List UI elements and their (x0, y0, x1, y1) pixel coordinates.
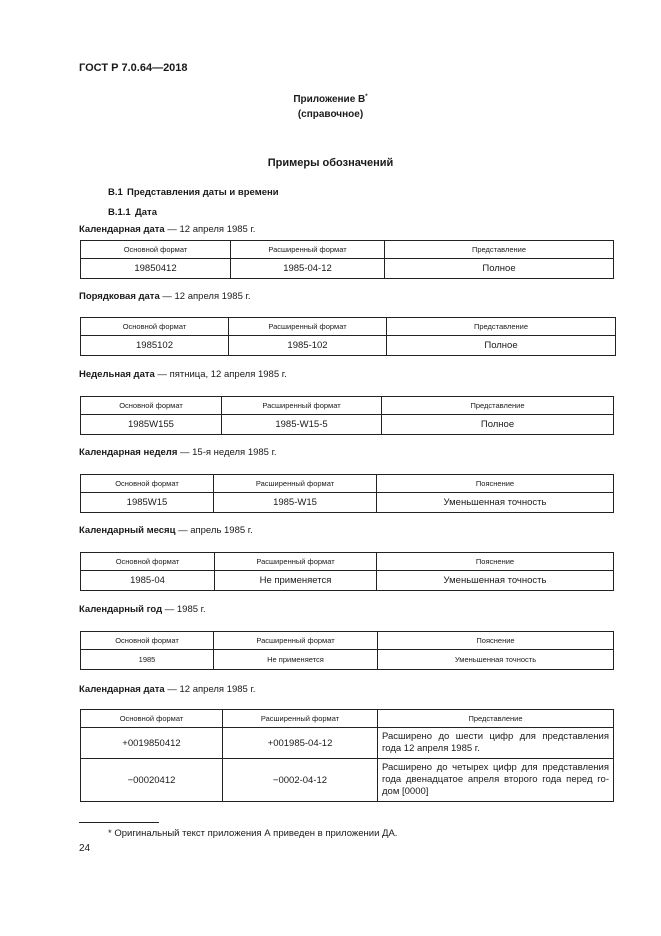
section-number: В.1.1 (108, 207, 131, 218)
table-row (81, 336, 616, 356)
table-header-row (81, 241, 614, 259)
table-row (81, 728, 614, 759)
example-label: Календарная дата — 12 апреля 1985 г. (79, 224, 256, 235)
example-label: Недельная дата — пятница, 12 апреля 1985 г. (79, 369, 287, 380)
example-table (80, 552, 614, 591)
table-cell: 1985102 (81, 336, 229, 356)
table-header-cell: Основной формат (81, 318, 229, 336)
table-header-cell: Расширенный формат (215, 553, 377, 571)
table-header-cell: Представление (378, 710, 614, 728)
table-cell: 1985-W15-5 (222, 415, 382, 435)
table-header-cell: Представление (387, 318, 616, 336)
table-header-cell: Представление (385, 241, 614, 259)
table-row (81, 650, 614, 670)
table-header-cell: Расширенный формат (222, 397, 382, 415)
example-label: Календарный месяц — апрель 1985 г. (79, 525, 253, 536)
table-cell: Уменьшенная точность (378, 650, 614, 670)
example-table (80, 709, 614, 802)
table-header-cell: Расширенный формат (214, 632, 378, 650)
table-header-cell: Основной формат (81, 475, 214, 493)
table-cell: 1985-04 (81, 571, 215, 591)
table-cell: Полное (385, 259, 614, 279)
table-cell: −00020412 (81, 759, 223, 802)
appendix-footnote-mark: * (365, 94, 368, 100)
table-header-cell: Основной формат (81, 241, 231, 259)
table-cell: −0002-04-12 (223, 759, 378, 802)
table-row (81, 259, 614, 279)
table-cell: 1985 (81, 650, 214, 670)
example-label: Календарный год — 1985 г. (79, 604, 206, 615)
table-cell: Уменьшенная точность (377, 571, 614, 591)
table-header-row (81, 318, 616, 336)
table-header-row (81, 553, 614, 571)
table-header-cell: Пояснение (377, 475, 614, 493)
table-row (81, 493, 614, 513)
appendix-status: (справочное) (297, 109, 364, 120)
section-title: Представления даты и времени (127, 187, 279, 198)
appendix-title: Приложение В (293, 94, 366, 105)
example-label: Календарная неделя — 15-я неделя 1985 г. (79, 447, 277, 458)
document-header: ГОСТ Р 7.0.64—2018 (79, 62, 188, 74)
table-cell: Расширено до шести цифр для представления года 12 апреля 1985 г. (378, 728, 614, 759)
table-cell: +001985-04-12 (223, 728, 378, 759)
table-header-cell: Расширенный формат (229, 318, 387, 336)
table-header-row (81, 632, 614, 650)
table-header-cell: Представление (382, 397, 614, 415)
footnote: * Оригинальный текст приложения А приведен в приложении ДА. (108, 828, 398, 839)
table-header-cell: Основной формат (81, 397, 222, 415)
table-header-cell: Основной формат (81, 553, 215, 571)
table-cell: Полное (387, 336, 616, 356)
table-header-cell: Пояснение (377, 553, 614, 571)
example-table (80, 631, 614, 670)
main-title: Примеры обозначений (267, 157, 394, 169)
section-heading-b11 (108, 207, 157, 218)
table-cell: Не применяется (214, 650, 378, 670)
table-cell: 1985-04-12 (231, 259, 385, 279)
table-cell: +0019850412 (81, 728, 223, 759)
appendix-heading (0, 92, 661, 122)
example-table (80, 317, 616, 356)
table-header-cell: Расширенный формат (231, 241, 385, 259)
example-table (80, 396, 614, 435)
table-cell: 19850412 (81, 259, 231, 279)
table-row (81, 759, 614, 802)
table-row (81, 571, 614, 591)
section-title: Дата (135, 207, 157, 218)
table-header-row (81, 710, 614, 728)
table-cell: Не применяется (215, 571, 377, 591)
table-cell: 1985-102 (229, 336, 387, 356)
table-header-cell: Расширенный формат (214, 475, 377, 493)
table-row (81, 415, 614, 435)
example-label: Календарная дата — 12 апреля 1985 г. (79, 684, 256, 695)
table-cell: 1985W155 (81, 415, 222, 435)
table-header-cell: Расширенный формат (223, 710, 378, 728)
section-number: В.1 (108, 187, 123, 198)
example-label: Порядковая дата — 12 апреля 1985 г. (79, 291, 251, 302)
table-header-cell: Основной формат (81, 710, 223, 728)
table-cell: Уменьшенная точность (377, 493, 614, 513)
page-number: 24 (79, 843, 91, 854)
section-heading-b1 (108, 187, 279, 198)
example-table (80, 240, 614, 279)
table-cell: 1985-W15 (214, 493, 377, 513)
table-header-cell: Пояснение (378, 632, 614, 650)
table-cell: Расширено до четырех цифр для представления года двенадцатое апреля второго года перед го-дом [0000] (378, 759, 614, 802)
table-cell: Полное (382, 415, 614, 435)
example-table (80, 474, 614, 513)
table-header-row (81, 397, 614, 415)
table-header-row (81, 475, 614, 493)
table-header-cell: Основной формат (81, 632, 214, 650)
footnote-divider (79, 822, 159, 823)
table-cell: 1985W15 (81, 493, 214, 513)
